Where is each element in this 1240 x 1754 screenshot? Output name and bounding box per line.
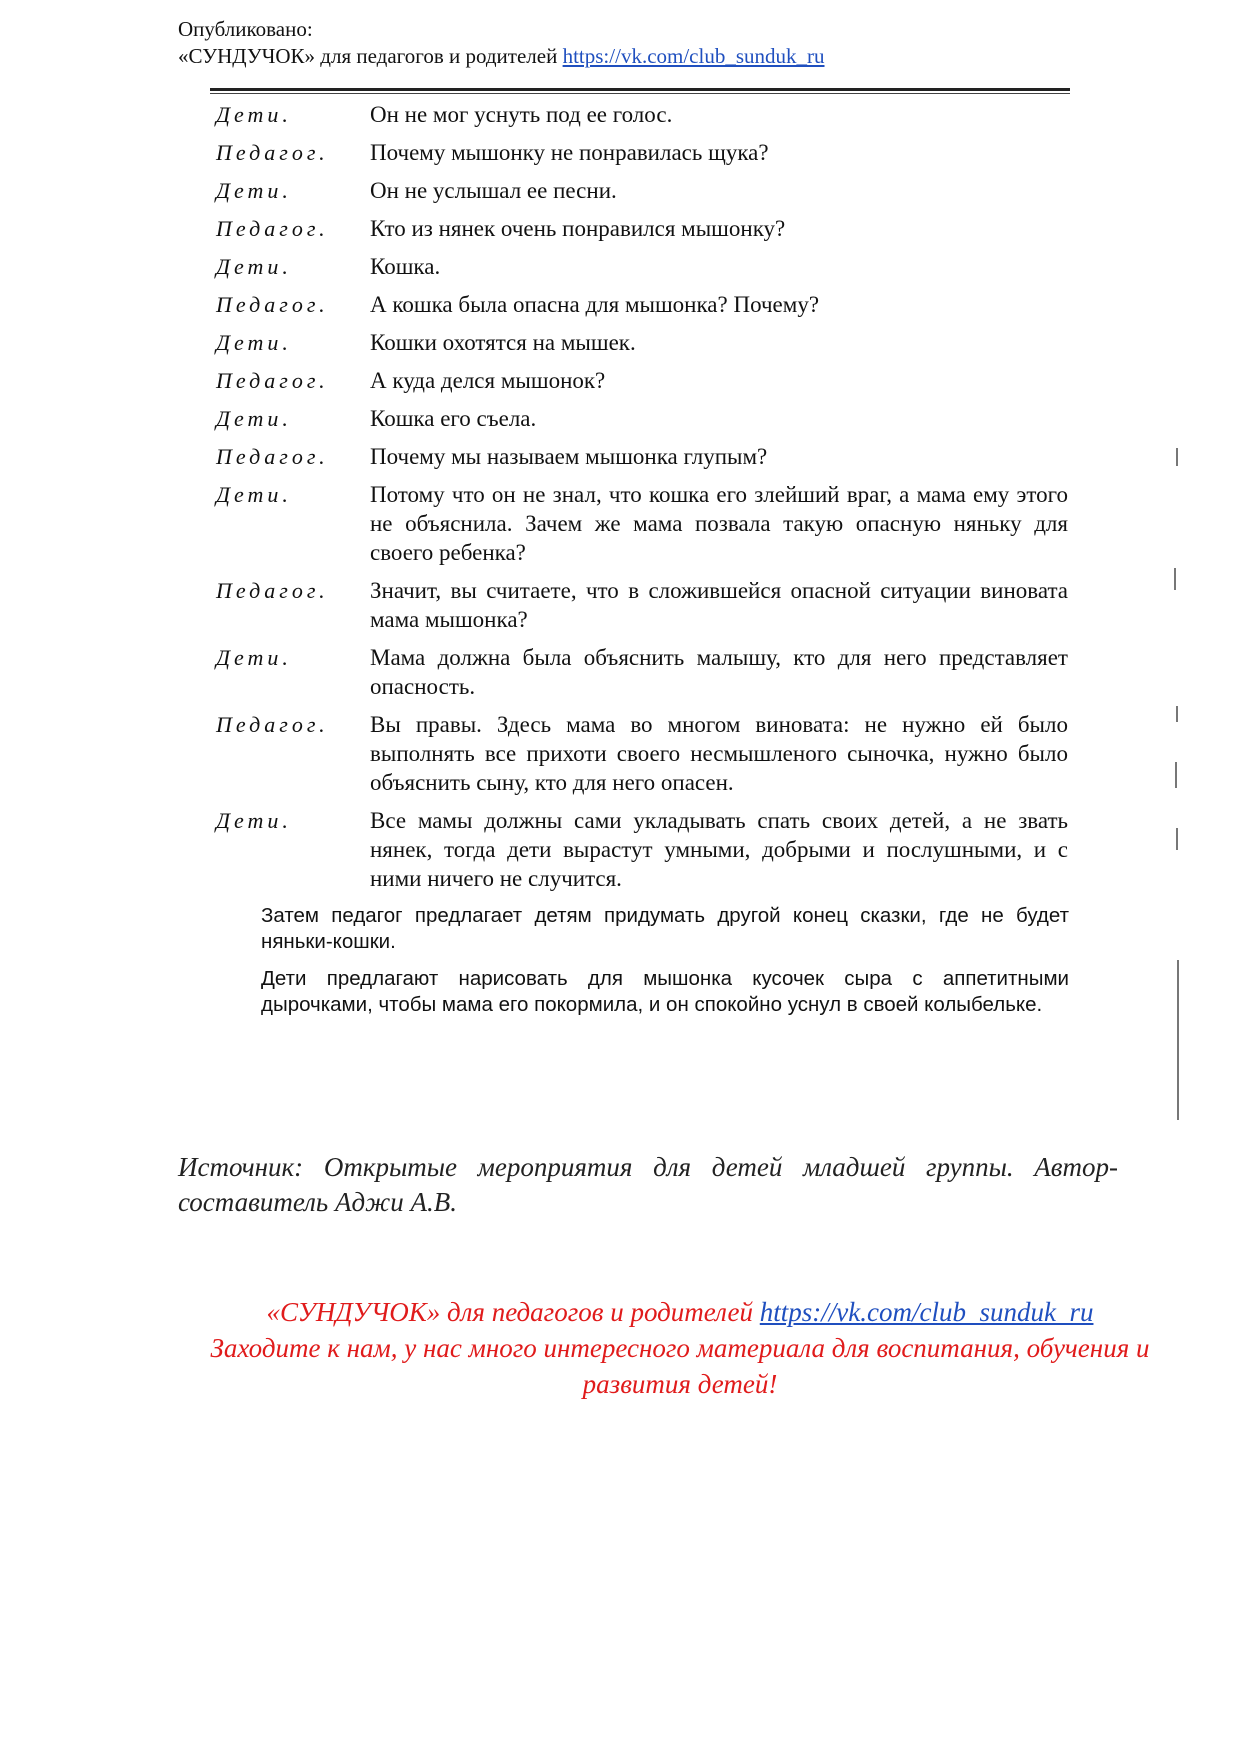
narration-paragraph: Затем педагог предлагает детям придумать другой конец сказки, где не будет няньки-кошки.	[261, 904, 1069, 953]
published-label: Опубликовано:	[178, 17, 313, 41]
dialog-row	[216, 100, 1068, 130]
dialog-row	[216, 252, 1068, 282]
dialog-row	[216, 404, 1068, 434]
speaker-label: Педагог.	[216, 444, 329, 469]
speaker-label: Педагог.	[216, 712, 329, 737]
speaker-label: Педагог.	[216, 292, 329, 317]
dialog-line: Кто из нянек очень понравился мышонку?	[370, 216, 786, 241]
dialog-line: Значит, вы считаете, что в сложившейся опасной ситуации виновата мама мышонка?	[370, 578, 1068, 632]
scan-mark	[1176, 706, 1178, 722]
speaker-label: Дети.	[216, 102, 292, 127]
dialog-line: А куда делся мышонок?	[370, 368, 606, 393]
dialog-row	[216, 138, 1068, 168]
dialog-row	[216, 480, 1068, 567]
published-site-line	[178, 43, 825, 70]
dialog-row	[216, 643, 1068, 701]
dialog-row	[216, 214, 1068, 244]
dialog-row	[216, 366, 1068, 396]
published-site-link[interactable]: https://vk.com/club_sunduk_ru	[562, 44, 825, 68]
scan-mark	[1174, 568, 1176, 590]
dialog-line: Все мамы должны сами укладывать спать своих детей, а не звать нянек, тогда дети вырастут умными, добрыми и послушными, и с ними ничего не случится.	[370, 808, 1068, 891]
speaker-label: Дети.	[216, 178, 292, 203]
footer-invite: Заходите к нам, у нас много интересного материала для воспитания, обучения и развития детей!	[210, 1333, 1150, 1399]
speaker-label: Педагог.	[216, 368, 329, 393]
dialog-line: А кошка была опасна для мышонка? Почему?	[370, 292, 820, 317]
speaker-label: Дети.	[216, 645, 292, 670]
dialog-row	[216, 442, 1068, 472]
published-site-name: «СУНДУЧОК» для педагогов и родителей	[178, 44, 558, 68]
dialog-row	[216, 328, 1068, 358]
dialog-row	[216, 576, 1068, 634]
scan-mark	[1176, 828, 1178, 850]
footer-ad	[170, 1294, 1190, 1402]
footer-site-line	[170, 1294, 1190, 1330]
speaker-label: Педагог.	[216, 578, 329, 603]
dialog-line: Почему мышонку не понравилась щука?	[370, 140, 769, 165]
dialog-line: Мама должна была объяснить малышу, кто для него представляет опасность.	[370, 645, 1068, 699]
scan-mark	[1176, 448, 1178, 466]
speaker-label: Дети.	[216, 808, 292, 833]
dialog-line: Кошки охотятся на мышек.	[370, 330, 636, 355]
scan-mark	[1177, 960, 1179, 1120]
dialog-row	[216, 176, 1068, 206]
published-header	[178, 16, 825, 70]
speaker-label: Дети.	[216, 482, 292, 507]
dialog-row	[216, 290, 1068, 320]
speaker-label: Дети.	[216, 406, 292, 431]
scan-mark	[1175, 762, 1177, 788]
speaker-label: Дети.	[216, 330, 292, 355]
source-citation: Источник: Открытые мероприятия для детей младшей группы. Автор-составитель Аджи А.В.	[178, 1152, 1118, 1217]
top-rule-thin	[210, 93, 1070, 94]
narration-paragraph: Дети предлагают нарисовать для мышонка кусочек сыра с аппетитными дырочками, чтобы мама его покормила, и он спокойно уснул в своей колыбельке.	[261, 967, 1069, 1016]
dialog-line: Он не мог уснуть под ее голос.	[370, 102, 673, 127]
speaker-label: Педагог.	[216, 216, 329, 241]
dialog-line: Он не услышал ее песни.	[370, 178, 617, 203]
dialog-line: Кошка его съела.	[370, 406, 537, 431]
dialog-line: Потому что он не знал, что кошка его злейший враг, а мама ему этого не объяснила. Зачем же мама позвала такую опасную няньку для своего ребенка?	[370, 482, 1068, 565]
dialog-line: Вы правы. Здесь мама во многом виновата: не нужно ей было выполнять все прихоти своего несмышленого сыночка, нужно было объяснить сыну, кто для него опасен.	[370, 712, 1068, 795]
dialog-row	[216, 710, 1068, 797]
footer-site-link[interactable]: https://vk.com/club_sunduk_ru	[759, 1297, 1094, 1327]
footer-site-name: «СУНДУЧОК» для педагогов и родителей	[266, 1297, 754, 1327]
dialog-line: Кошка.	[370, 254, 441, 279]
dialog-row	[216, 806, 1068, 893]
speaker-label: Педагог.	[216, 140, 329, 165]
speaker-label: Дети.	[216, 254, 292, 279]
dialog-line: Почему мы называем мышонка глупым?	[370, 444, 768, 469]
dialog-block	[216, 100, 1068, 893]
top-rule	[210, 88, 1070, 91]
